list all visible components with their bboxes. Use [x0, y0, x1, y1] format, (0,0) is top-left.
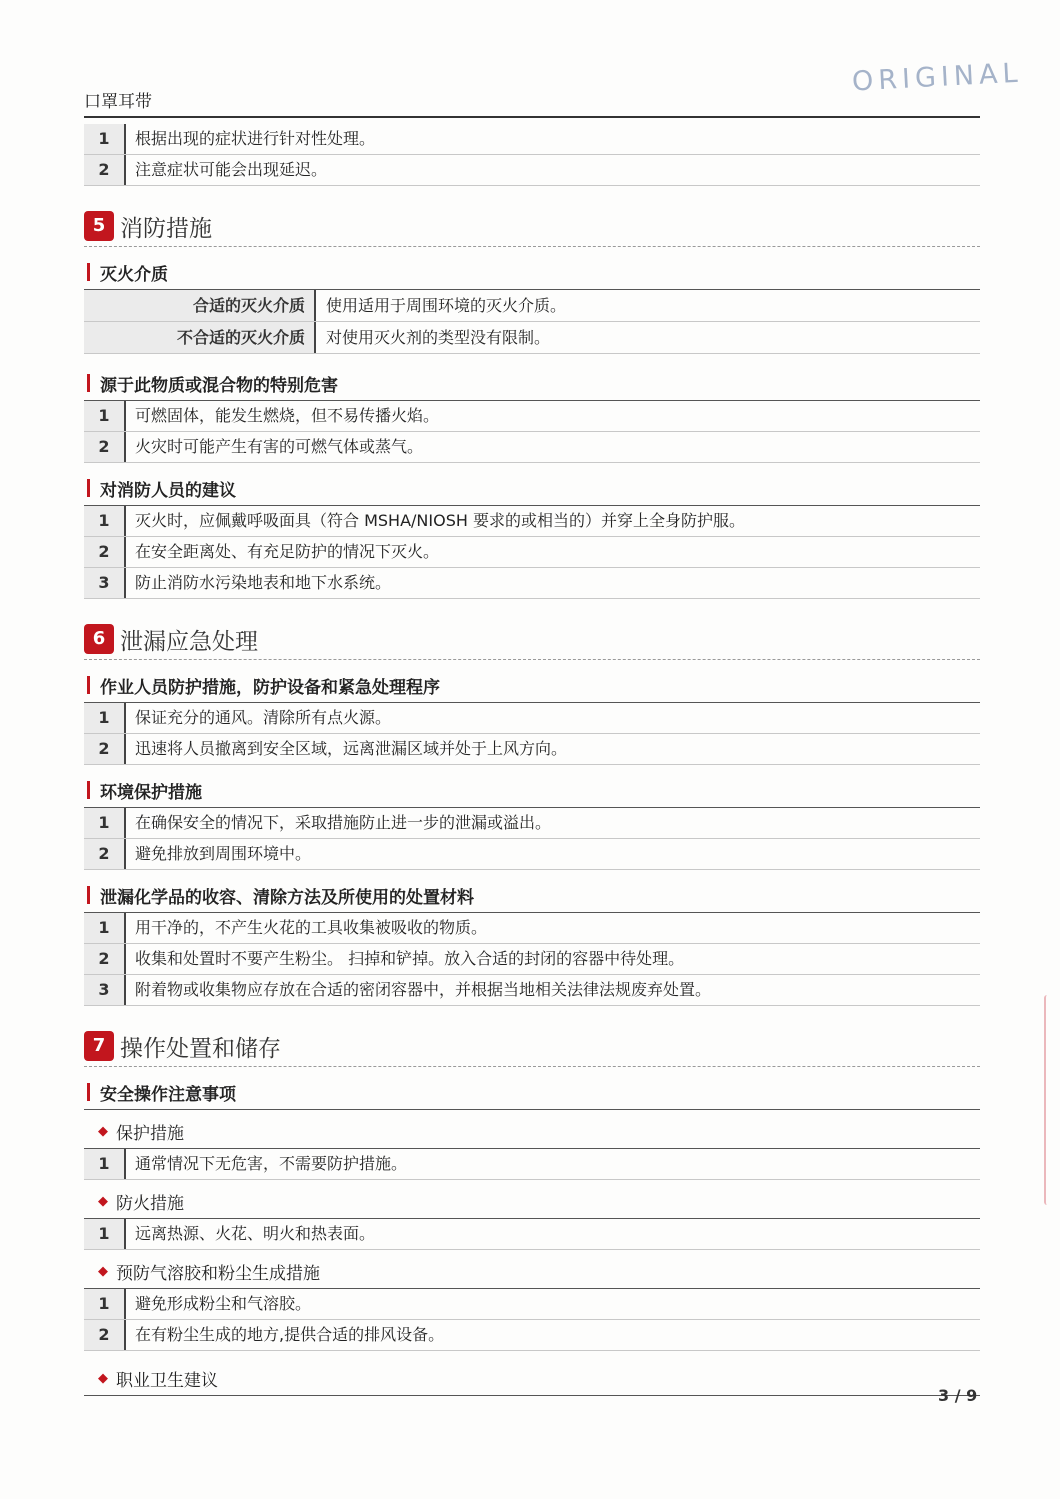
item-number: 1	[84, 1289, 126, 1319]
subsection-heading	[84, 366, 980, 401]
page-number: 3 / 9	[938, 1386, 978, 1405]
list-item	[84, 734, 980, 765]
item-number: 1	[84, 913, 126, 943]
list-item	[84, 568, 980, 599]
item-text: 收集和处置时不要产生粉尘。 扫掉和铲掉。放入合适的封闭的容器中待处理。	[135, 949, 685, 968]
item-text: 避免排放到周围环境中。	[135, 844, 312, 863]
section-number-badge: 7	[84, 1031, 114, 1061]
list-item	[84, 1219, 980, 1250]
item-number: 1	[84, 1219, 126, 1249]
item-number: 1	[84, 401, 126, 431]
bullet-heading	[84, 1361, 980, 1396]
bullet-heading	[84, 1114, 980, 1149]
item-number: 1	[84, 703, 126, 733]
section-title: 操作处置和储存	[120, 1035, 281, 1062]
original-stamp: ORIGINAL	[851, 57, 1024, 98]
item-number: 2	[84, 944, 126, 974]
row-value: 使用适用于周围环境的灭火介质。	[326, 296, 567, 315]
list-item	[84, 703, 980, 734]
subsection-heading	[84, 471, 980, 506]
table-row	[84, 290, 980, 322]
list-item	[84, 975, 980, 1006]
bullet-title: 职业卫生建议	[116, 1370, 218, 1391]
subsection-heading	[84, 1075, 980, 1110]
list-item	[84, 913, 980, 944]
bullet-title: 防火措施	[116, 1193, 184, 1214]
item-number: 1	[84, 124, 126, 154]
subsection-title: 灭火介质	[100, 264, 168, 285]
diamond-icon: ◆	[98, 1263, 108, 1279]
subsection-marker	[87, 263, 90, 281]
item-number: 2	[84, 1320, 126, 1350]
item-text: 可燃固体，能发生燃烧，但不易传播火焰。	[135, 406, 440, 425]
section-5-heading	[84, 206, 980, 247]
subsection-marker	[87, 886, 90, 904]
item-number: 2	[84, 839, 126, 869]
item-number: 3	[84, 975, 126, 1005]
subsection-title: 环境保护措施	[100, 782, 202, 803]
subsection-heading	[84, 878, 980, 913]
subsection-title: 作业人员防护措施，防护设备和紧急处理程序	[100, 677, 440, 698]
subsection-title: 对消防人员的建议	[100, 480, 236, 501]
item-text: 附着物或收集物应存放在合适的密闭容器中，并根据当地相关法律法规废弃处置。	[135, 980, 712, 999]
subsection-title: 泄漏化学品的收容、清除方法及所使用的处置材料	[100, 887, 474, 908]
section-6-heading	[84, 619, 980, 660]
subsection-heading	[84, 668, 980, 703]
item-number: 1	[84, 506, 126, 536]
list-item	[84, 839, 980, 870]
item-text: 火灾时可能产生有害的可燃气体或蒸气。	[135, 437, 424, 456]
item-number: 2	[84, 155, 126, 185]
document-title: 口罩耳带	[84, 92, 152, 112]
item-text: 在确保安全的情况下，采取措施防止进一步的泄漏或溢出。	[135, 813, 552, 832]
item-text: 根据出现的症状进行针对性处理。	[135, 129, 376, 148]
list-item	[84, 1149, 980, 1180]
item-text: 迅速将人员撤离到安全区域，远离泄漏区域并处于上风方向。	[135, 739, 568, 758]
section-number-badge: 6	[84, 624, 114, 654]
item-text: 注意症状可能会出现延迟。	[135, 160, 328, 179]
bullet-title: 保护措施	[116, 1123, 184, 1144]
subsection-marker	[87, 676, 90, 694]
item-number: 1	[84, 1149, 126, 1179]
list-item	[84, 506, 980, 537]
item-text: 通常情况下无危害，不需要防护措施。	[135, 1154, 408, 1173]
bullet-title: 预防气溶胶和粉尘生成措施	[116, 1263, 320, 1284]
table-row	[84, 322, 980, 354]
bullet-heading	[84, 1254, 980, 1289]
subsection-title: 源于此物质或混合物的特别危害	[100, 375, 338, 396]
item-text: 保证充分的通风。清除所有点火源。	[135, 708, 392, 727]
list-item	[84, 1289, 980, 1320]
subsection-title: 安全操作注意事项	[100, 1084, 236, 1105]
section-title: 消防措施	[120, 215, 212, 242]
item-text: 避免形成粉尘和气溶胶。	[135, 1294, 312, 1313]
item-text: 在有粉尘生成的地方,提供合适的排风设备。	[135, 1325, 445, 1344]
row-key: 合适的灭火介质	[84, 290, 316, 321]
subsection-heading	[84, 255, 980, 290]
item-text: 远离热源、火花、明火和热表面。	[135, 1224, 376, 1243]
content	[84, 124, 980, 1396]
subsection-marker	[87, 781, 90, 799]
section-title: 泄漏应急处理	[120, 628, 258, 655]
item-text: 在安全距离处、有充足防护的情况下灭火。	[135, 542, 440, 561]
bullet-heading	[84, 1184, 980, 1219]
section-number-badge: 5	[84, 211, 114, 241]
subsection-marker	[87, 479, 90, 497]
item-number: 2	[84, 537, 126, 567]
margin-seal-mark	[1044, 995, 1056, 1205]
subsection-marker	[87, 1083, 90, 1101]
list-item	[84, 944, 980, 975]
list-item	[84, 124, 980, 155]
item-text: 防止消防水污染地表和地下水系统。	[135, 573, 392, 592]
list-item	[84, 401, 980, 432]
diamond-icon: ◆	[98, 1193, 108, 1209]
subsection-marker	[87, 374, 90, 392]
header-divider	[84, 116, 980, 118]
item-number: 3	[84, 568, 126, 598]
subsection-heading	[84, 773, 980, 808]
item-number: 1	[84, 808, 126, 838]
list-item	[84, 155, 980, 186]
diamond-icon: ◆	[98, 1123, 108, 1139]
item-text: 用干净的，不产生火花的工具收集被吸收的物质。	[135, 918, 488, 937]
item-number: 2	[84, 432, 126, 462]
list-item	[84, 808, 980, 839]
row-key: 不合适的灭火介质	[84, 322, 316, 353]
list-item	[84, 537, 980, 568]
item-number: 2	[84, 734, 126, 764]
row-value: 对使用灭火剂的类型没有限制。	[326, 328, 551, 347]
section-7-heading	[84, 1026, 980, 1067]
list-item	[84, 432, 980, 463]
list-item	[84, 1320, 980, 1351]
diamond-icon: ◆	[98, 1370, 108, 1386]
item-text: 灭火时，应佩戴呼吸面具（符合 MSHA/NIOSH 要求的或相当的）并穿上全身防护服。	[135, 511, 745, 530]
